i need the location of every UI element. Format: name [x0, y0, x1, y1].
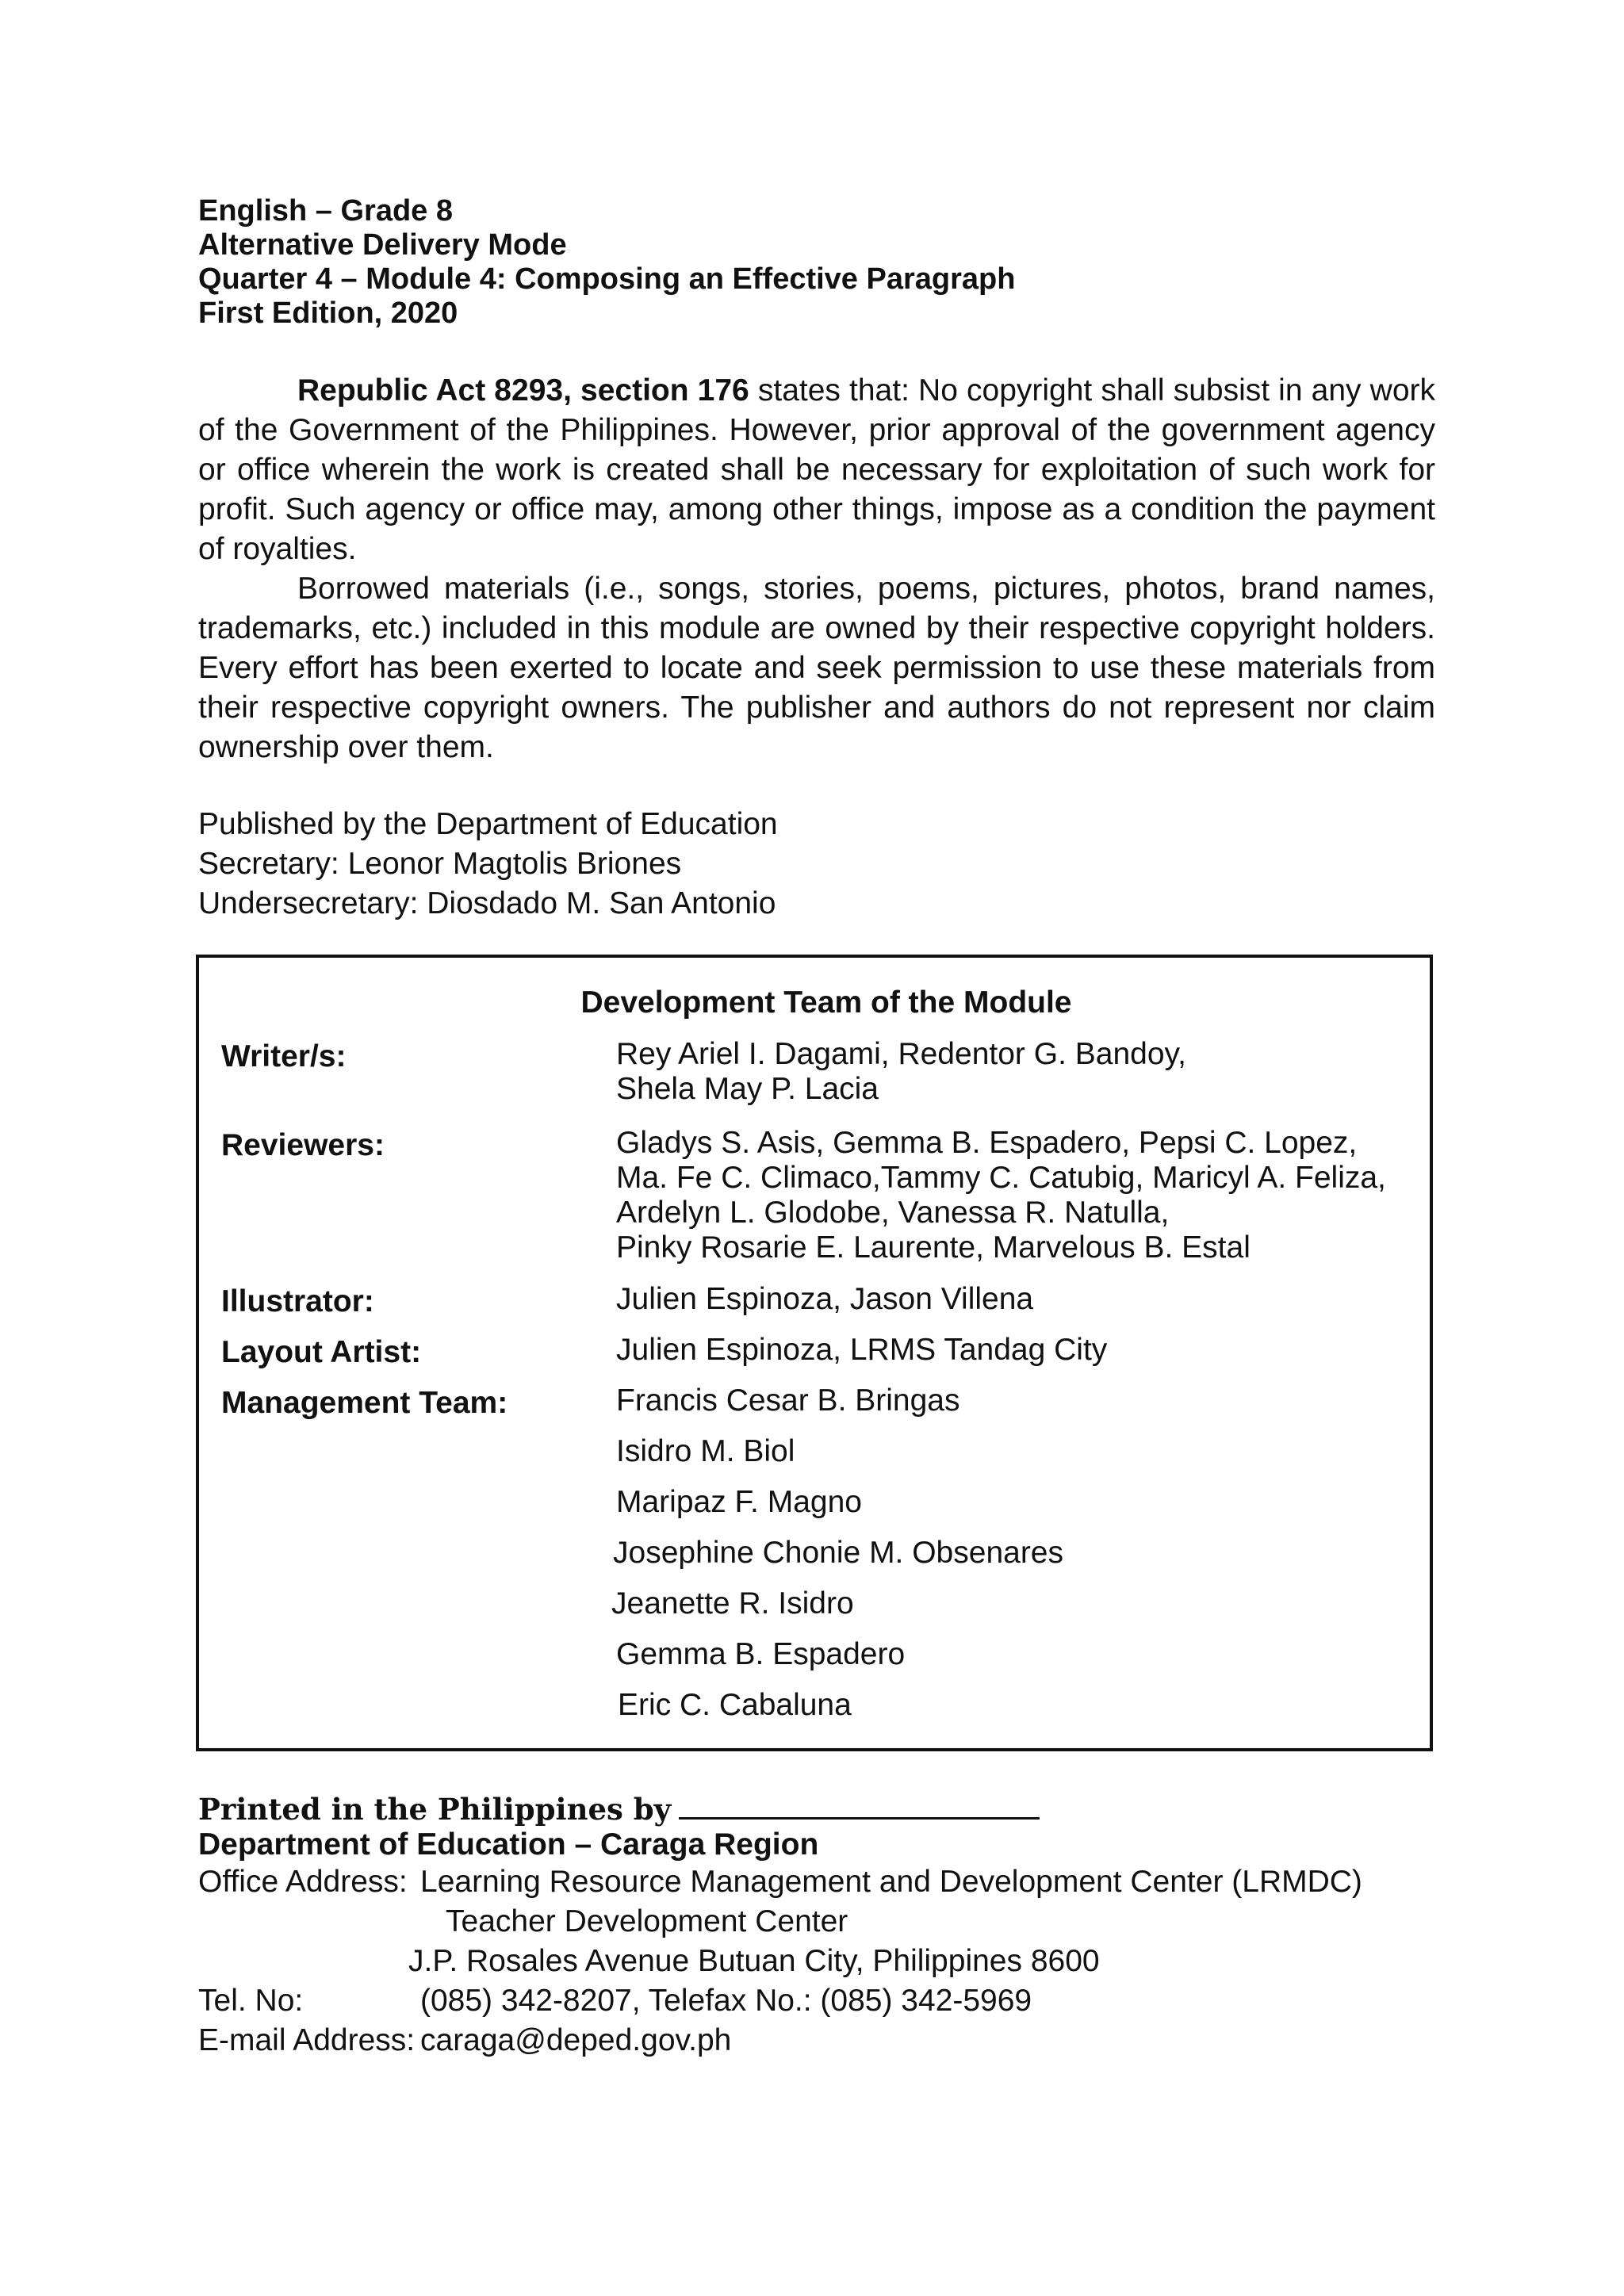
borrowed-materials-paragraph: [198, 569, 1435, 767]
module-title: Quarter 4 – Module 4: Composing an Effective Paragraph: [198, 262, 1016, 296]
office-address-block: [198, 1862, 1362, 2061]
management-label: Management Team:: [221, 1386, 508, 1420]
tel-label: Tel. No:: [198, 1984, 304, 2018]
module-title-block: [198, 194, 1015, 331]
management-member: Gemma B. Espadero: [616, 1637, 906, 1671]
management-member: Francis Cesar B. Bringas: [616, 1383, 960, 1418]
team-heading: Development Team of the Module: [580, 985, 1072, 1020]
writer-line: Rey Ariel I. Dagami, Redentor G. Bandoy,: [616, 1037, 1186, 1071]
office-address-line-3: J.P. Rosales Avenue Butuan City, Philippines 8600: [408, 1944, 1100, 1978]
writers-label: Writer/s:: [221, 1039, 347, 1073]
reviewers-names: [616, 1126, 1386, 1265]
writer-line: Shela May P. Lacia: [616, 1072, 879, 1106]
printer-blank-line: [679, 1790, 1040, 1820]
republic-act-reference: Republic Act 8293, section 176: [297, 373, 749, 408]
office-address-line-1: Learning Resource Management and Development Center (LRMDC): [420, 1865, 1362, 1899]
illustrator-line: Julien Espinoza, Jason Villena: [616, 1282, 1034, 1316]
copyright-text: states that: No copyright shall subsist in any work of the Government of the Philippines. However, prior approval of the government agency or office wherein the work is created shall be necessary for exploitation of such work for profit. Such agency or office may, among other things, impose as a condition the payment of royalties.: [198, 373, 1435, 566]
reviewer-line: Pinky Rosarie E. Laurente, Marvelous B. Estal: [616, 1230, 1251, 1265]
management-member: Eric C. Cabaluna: [618, 1688, 852, 1722]
email-value: caraga@deped.gov.ph: [420, 2023, 732, 2057]
office-address-label: Office Address:: [198, 1865, 408, 1899]
layout-artist-names: [616, 1333, 1107, 1368]
tel-value: (085) 342-8207, Telefax No.: (085) 342-5969: [420, 1984, 1032, 2018]
writers-names: [616, 1037, 1186, 1107]
edition: First Edition, 2020: [198, 297, 458, 330]
secretary: Secretary: Leonor Magtolis Briones: [198, 847, 682, 881]
management-member: Jeanette R. Isidro: [611, 1586, 854, 1621]
management-member: Maripaz F. Magno: [616, 1485, 862, 1519]
borrowed-materials-text: Borrowed materials (i.e., songs, stories, poems, pictures, photos, brand names, trademarks, etc.) included in this module are owned by their respective copyright holders. Every effort has been exerted to locate and seek permission to use these materials from their respective copyright owners. The publisher and authors do not represent nor claim ownership over them.: [198, 572, 1435, 764]
layout-artist-line: Julien Espinoza, LRMS Tandag City: [616, 1333, 1108, 1367]
reviewer-line: Gladys S. Asis, Gemma B. Espadero, Pepsi C. Lopez,: [616, 1126, 1358, 1160]
undersecretary: Undersecretary: Diosdado M. San Antonio: [198, 886, 776, 920]
layout-artist-label: Layout Artist:: [221, 1335, 422, 1369]
illustrator-names: [616, 1282, 1033, 1317]
region-name: Department of Education – Caraga Region: [198, 1827, 819, 1862]
reviewers-label: Reviewers:: [221, 1128, 385, 1162]
copyright-paragraph: [198, 371, 1435, 569]
subject-title: English – Grade 8: [198, 194, 453, 228]
reviewer-line: Ma. Fe C. Climaco,Tammy C. Catubig, Maricyl A. Feliza,: [616, 1161, 1386, 1195]
management-member: Isidro M. Biol: [616, 1434, 795, 1468]
illustrator-label: Illustrator:: [221, 1284, 374, 1318]
printed-by-line: [198, 1790, 1040, 1827]
reviewer-line: Ardelyn L. Glodobe, Vanessa R. Natulla,: [616, 1196, 1170, 1230]
development-team-box: [196, 955, 1433, 1751]
email-label: E-mail Address:: [198, 2023, 416, 2057]
management-names: [611, 1376, 1063, 1731]
printed-by-text: Printed in the Philippines by: [198, 1792, 672, 1827]
print-footer: [198, 1790, 1362, 2061]
publisher-info: [198, 805, 778, 924]
published-by: Published by the Department of Education: [198, 807, 778, 841]
office-address-line-2: Teacher Development Center: [446, 1904, 848, 1938]
management-member: Josephine Chonie M. Obsenares: [613, 1536, 1063, 1570]
delivery-mode: Alternative Delivery Mode: [198, 228, 567, 262]
